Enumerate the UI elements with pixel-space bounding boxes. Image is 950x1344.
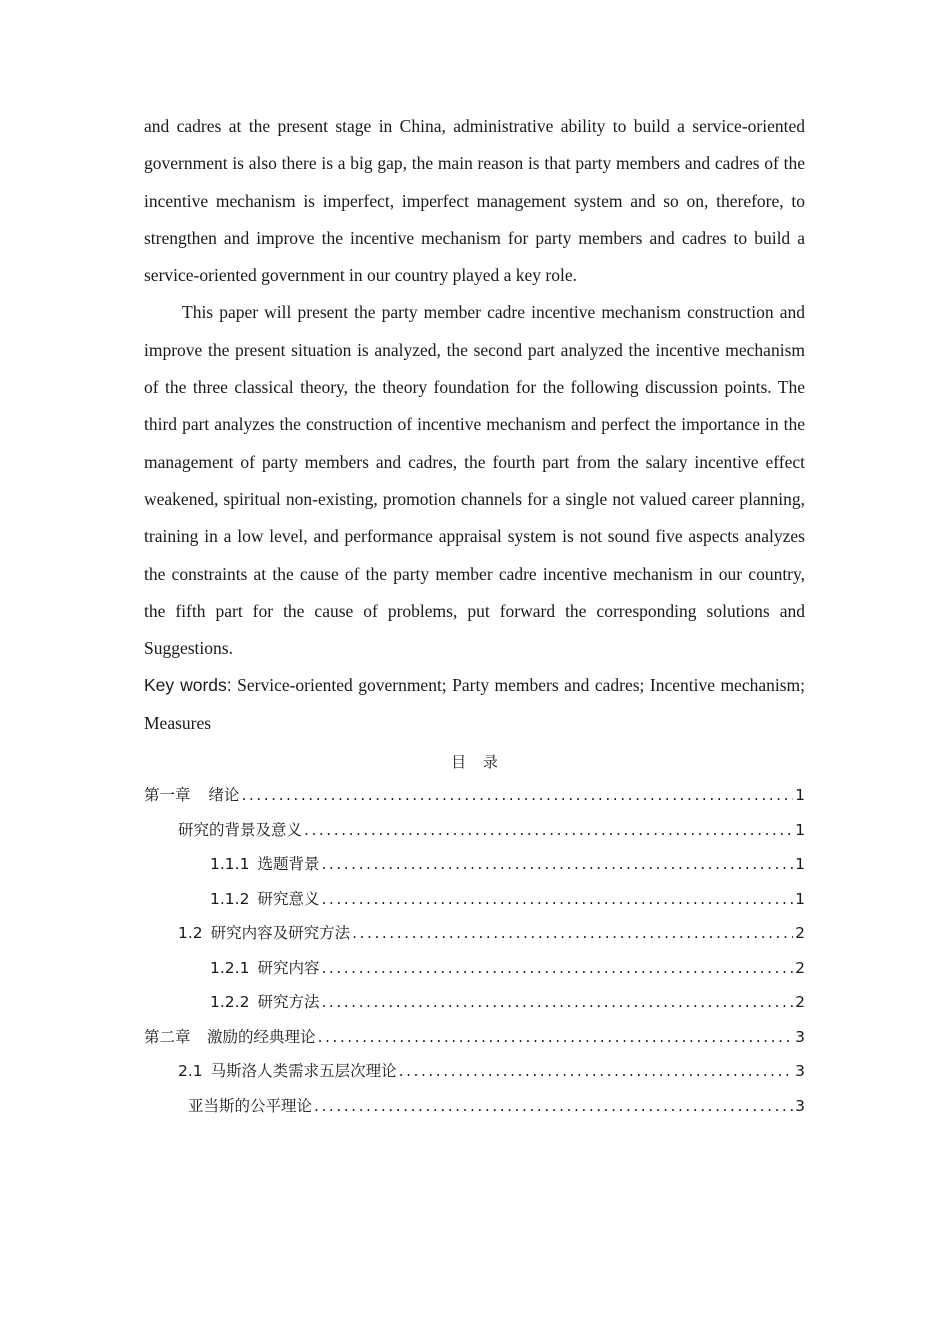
toc-leader-dots [352,916,793,951]
toc-entry-page: 2 [795,993,805,1012]
toc-entry-text: 绪论 [208,786,240,805]
toc-entry-background[interactable] [144,813,805,848]
toc-entry-text: 亚当斯的公平理论 [188,1096,313,1115]
toc-entry-number: 1.1.2 [210,889,250,908]
toc-entry-text: 研究意义 [257,889,320,908]
toc-leader-dots [321,985,793,1020]
keywords-line [144,667,805,742]
abstract-paragraph-2: This paper will present the party member cadre incentive mechanism construction and improve the present situation is analyzed, the second part analyzed the incentive mechanism of the three classical theory, the theory foundation for the following discussion points. The third part analyzes the construction of incentive mechanism and perfect the importance in the management of party members and cadres, the fourth part from the salary incentive effect weakened, spiritual non-existing, promotion channels for a single not valued career planning, training in a low level, and performance appraisal system is not sound five aspects analyzes the constraints at the cause of the party member cadre incentive mechanism in our country, the fifth part for the cause of problems, put forward the corresponding solutions and Suggestions. [144,302,805,659]
toc-entry-chapter-2[interactable] [144,1020,805,1055]
toc-entry-page: 2 [795,958,805,977]
toc-entry-adams-equity[interactable] [144,1089,805,1124]
toc-entry-number: 1.2.1 [210,958,250,977]
toc-entry-number: 1.2.2 [210,993,250,1012]
keywords-label: Key words: [144,675,232,696]
toc-entry-number: 第一章 [144,786,191,805]
toc-entry-page: 1 [795,786,805,805]
toc-title: 目 录 [451,753,504,772]
toc-entry-page: 3 [795,1062,805,1081]
toc-entry-text: 研究内容 [257,958,320,977]
toc-entry-chapter-1[interactable] [144,778,805,813]
toc-entry-number: 2.1 [178,1062,203,1081]
toc-entry-2-1[interactable] [144,1054,805,1089]
toc-entry-text: 研究方法 [257,993,320,1012]
toc-leader-dots [321,847,793,882]
toc-entry-number: 1.2 [178,924,203,943]
toc-leader-dots [318,1020,794,1055]
toc-entry-page: 3 [795,1027,805,1046]
toc-entry-text: 研究的背景及意义 [178,820,303,839]
keywords-text: Service-oriented government; Party members and cadres; Incentive mechanism; Measures [144,675,806,733]
toc-entry-1-2[interactable] [144,916,805,951]
toc-entry-text: 研究内容及研究方法 [210,924,351,943]
abstract-paragraph-1: and cadres at the present stage in China, administrative ability to build a service-oriented government is also there is a big gap, the main reason is that party members and cadres of the incentive mechanism is imperfect, imperfect management system and so on, therefore, to strengthen and improve the incentive mechanism for party members and cadres to build a service-oriented government in our country played a key role. [144,116,805,286]
toc-leader-dots [314,1089,793,1124]
toc-entry-number: 1.1.1 [210,855,250,874]
toc-entry-page: 3 [795,1096,805,1115]
toc-leader-dots [321,882,793,917]
toc-entry-1-1-2[interactable] [144,882,805,917]
toc-entry-page: 1 [795,889,805,908]
toc-leader-dots [399,1054,793,1089]
toc-leader-dots [304,813,793,848]
toc-leader-dots [321,951,793,986]
toc-entry-page: 1 [795,855,805,874]
toc-entry-text: 马斯洛人类需求五层次理论 [210,1062,397,1081]
toc-entry-page: 1 [795,820,805,839]
toc-entry-text: 选题背景 [257,855,320,874]
toc-leader-dots [241,778,793,813]
toc-entry-1-1-1[interactable] [144,847,805,882]
document-page [144,108,805,1123]
table-of-contents [144,778,805,1123]
toc-entry-text: 激励的经典理论 [207,1027,316,1046]
toc-entry-1-2-2[interactable] [144,985,805,1020]
toc-entry-number: 第二章 [144,1027,191,1046]
toc-entry-1-2-1[interactable] [144,951,805,986]
toc-entry-page: 2 [795,924,805,943]
